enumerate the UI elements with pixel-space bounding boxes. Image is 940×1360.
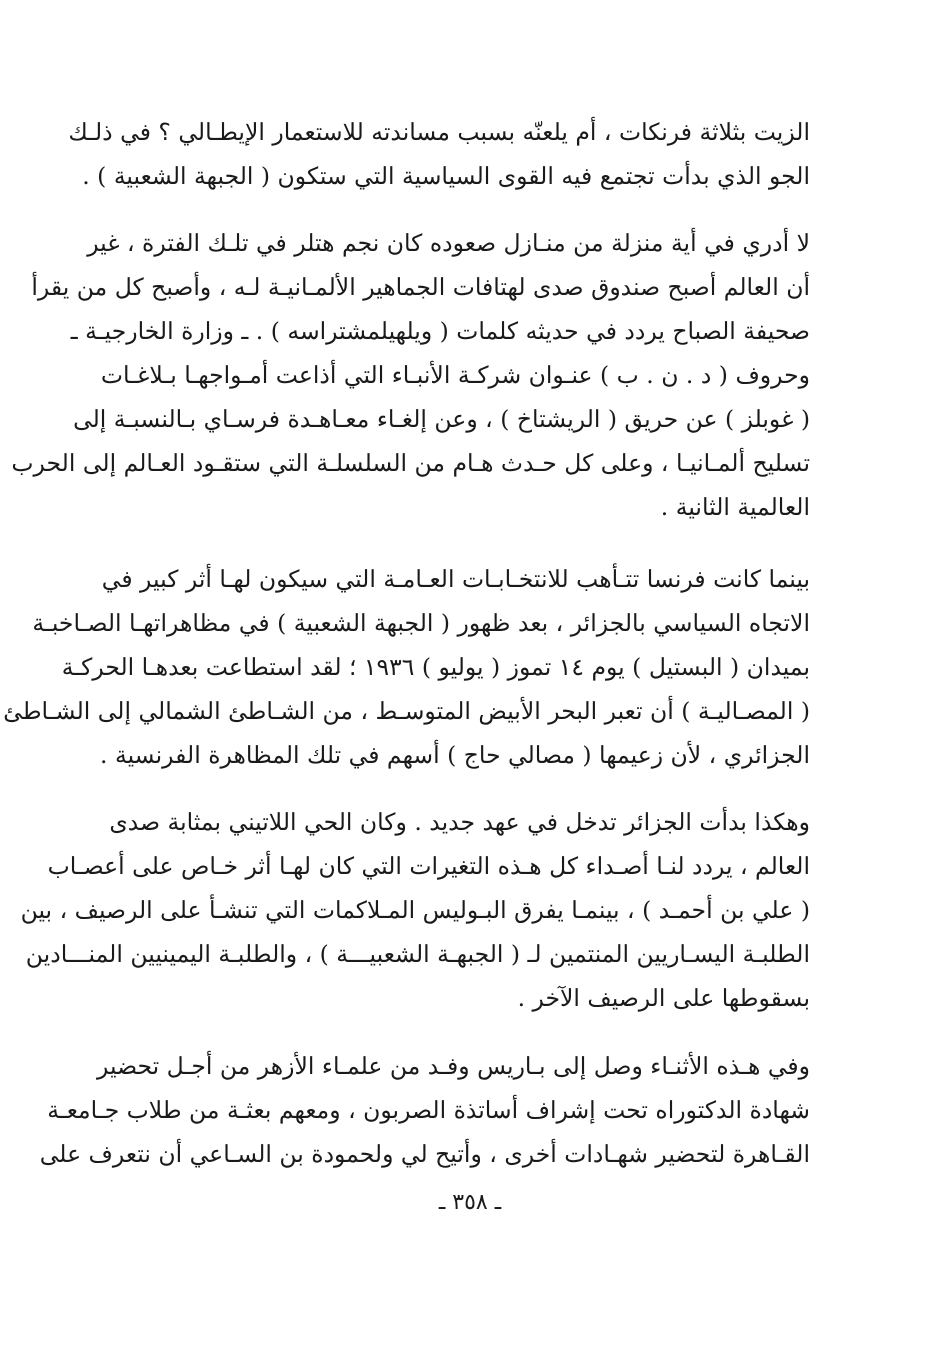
text-line: وحروف ( د . ن . ب ) عنـوان شركـة الأنبـاء التي أذاعت أمـواجهـا بـلاغـات <box>100 361 810 389</box>
page-number: ـ ٣٥٨ ـ <box>438 1190 502 1215</box>
text-line: وفي هـذه الأثنـاء وصل إلى بـاريس وفـد من علمـاء الأزهر من أجـل تحضير <box>97 1052 810 1080</box>
text-line: وهكذا بدأت الجزائر تدخل في عهد جديد . وكان الحي اللاتيني بمثابة صدى <box>109 808 810 836</box>
text-line: العالم ، يردد لنـا أصـداء كل هـذه التغيرات التي كان لهـا أثر خـاص على أعصـاب <box>47 852 810 880</box>
text-line: تسليح ألمـانيـا ، وعلى كل حـدث هـام من السلسلـة التي ستقـود العـالم إلى الحرب <box>11 449 810 477</box>
text-line: ( المصـاليـة ) أن تعبر البحر الأبيض المتوسـط ، من الشـاطئ الشمالي إلى الشـاطئ <box>3 697 810 725</box>
paragraph-5 <box>39 1044 810 1176</box>
text-line: صحيفة الصباح يردد في حديثه كلمات ( ويلهيلمشتراسه ) . ـ وزارة الخارجيـة ـ <box>70 317 810 345</box>
text-line: بينما كانت فرنسا تتـأهب للانتخـابـات العـامـة التي سيكون لهـا أثر كبير في <box>101 565 810 593</box>
paragraph-1 <box>68 110 810 198</box>
text-line: أن العالم أصبح صندوق صدى لهتافات الجماهير الألمـانيـة لـه ، وأصبح كل من يقرأ <box>31 273 810 301</box>
text-line: الجزائري ، لأن زعيمها ( مصالي حاج ) أسهم في تلك المظاهرة الفرنسية . <box>100 741 810 769</box>
text-line: لا أدري في أية منزلة من منـازل صعوده كان نجم هتلر في تلـك الفترة ، غير <box>87 229 810 257</box>
paragraph-4 <box>20 800 810 1020</box>
text-line: القـاهرة لتحضير شهـادات أخرى ، وأتيح لي ولحمودة بن السـاعي أن نتعرف على <box>39 1140 810 1168</box>
text-line: الزيت بثلاثة فرنكات ، أم يلعنّه بسبب مساندته للاستعمار الإيطـالي ؟ في ذلـك <box>68 118 810 146</box>
paragraph-3 <box>3 557 810 777</box>
text-line: الجو الذي بدأت تجتمع فيه القوى السياسية التي ستكون ( الجبهة الشعبية ) . <box>82 162 810 190</box>
text-line: شهادة الدكتوراه تحت إشراف أساتذة الصربون ، ومعهم بعثـة من طلاب جـامعـة <box>47 1096 810 1124</box>
text-line: بسقوطها على الرصيف الآخر . <box>517 984 810 1012</box>
text-line: ( غوبلز ) عن حريق ( الريشتاخ ) ، وعن إلغـاء معـاهـدة فرسـاي بـالنسبـة إلى <box>73 405 810 433</box>
text-line: ( علي بن أحمـد ) ، بينمـا يفرق البـوليس المـلاكمات التي تنشـأ على الرصيف ، بين <box>20 896 810 924</box>
text-line: بميدان ( البستيل ) يوم ١٤ تموز ( يوليو ) ١٩٣٦ ؛ لقد استطاعت بعدهـا الحركـة <box>61 653 810 681</box>
text-line: الطلبـة اليسـاريين المنتمين لـ ( الجبهـة الشعبيـــة ) ، والطلبـة اليمينيين المنـــادين <box>25 940 810 968</box>
text-line: العالمية الثانية . <box>660 493 810 521</box>
paragraph-2 <box>11 221 810 529</box>
text-line: الاتجاه السياسي بالجزائر ، بعد ظهور ( الجبهة الشعبية ) في مظاهراتهـا الصـاخبـة <box>32 609 810 637</box>
